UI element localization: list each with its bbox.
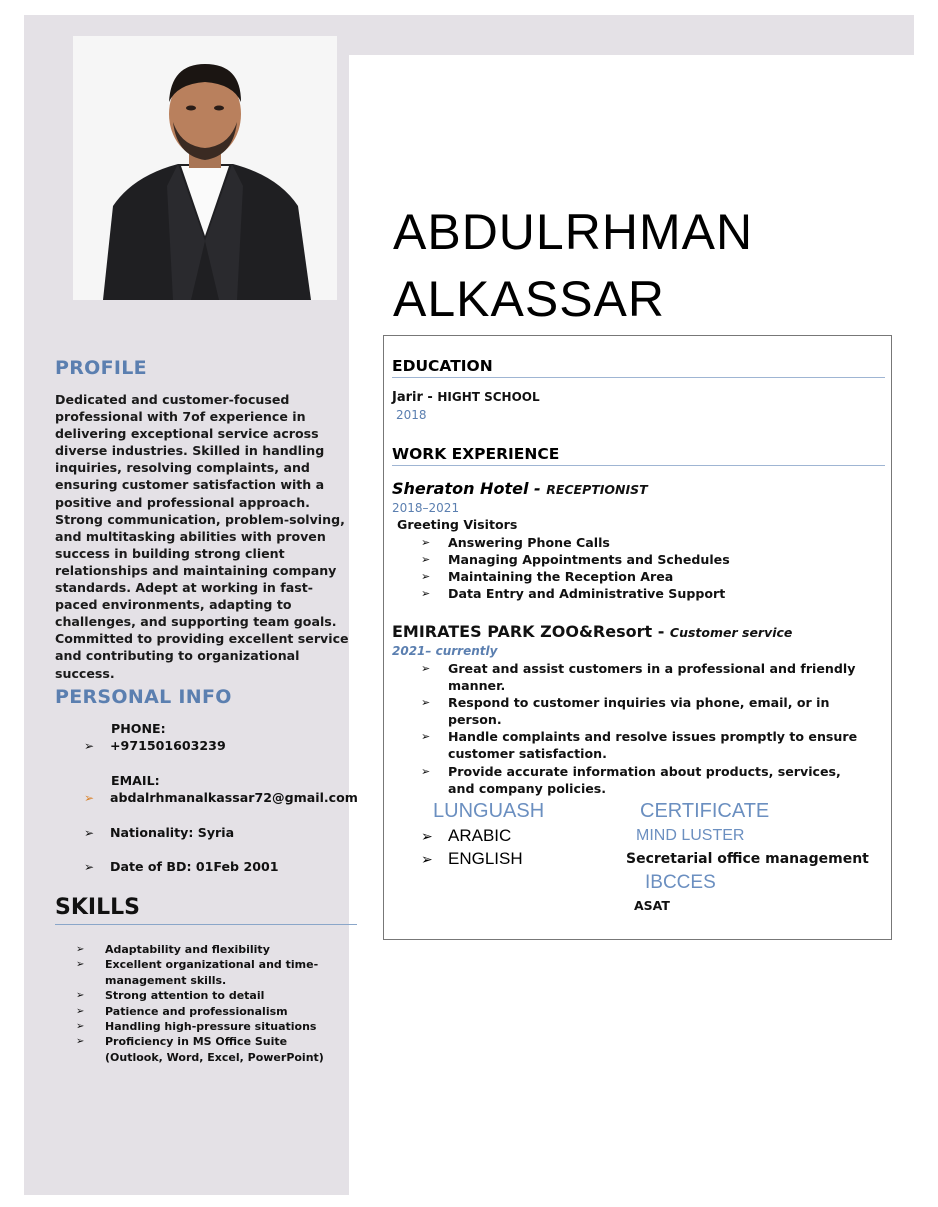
skill-item: ➢ Adaptability and flexibility xyxy=(76,942,348,957)
job2-bullets xyxy=(421,660,869,797)
dob-value: Date of BD: 01Feb 2001 xyxy=(110,859,279,874)
language-item xyxy=(421,826,511,846)
job1-bullet: ➢ Answering Phone Calls xyxy=(421,534,861,551)
education-heading: EDUCATION xyxy=(392,357,885,378)
job2-bullet: ➢ Great and assist customers in a professional and friendly manner. xyxy=(421,660,869,694)
language-english: ENGLISH xyxy=(448,849,523,868)
education-level: HIGHT SCHOOL xyxy=(437,390,540,404)
work-heading: WORK EXPERIENCE xyxy=(392,445,885,466)
dob-row xyxy=(84,859,279,874)
phone-label: PHONE: xyxy=(111,721,166,736)
job1-role: RECEPTIONIST xyxy=(546,482,648,497)
nationality-row xyxy=(84,825,234,840)
certificate-1-name: Secretarial office management xyxy=(626,851,869,867)
education-school: Jarir xyxy=(392,390,423,405)
job2-bullet: ➢ Provide accurate information about products, services, and company policies. xyxy=(421,763,869,797)
arrow-bullet-icon: ➢ xyxy=(421,851,433,867)
education-year: 2018 xyxy=(396,408,427,422)
job2-role: Customer service xyxy=(669,625,793,640)
arrow-bullet-icon: ➢ xyxy=(421,828,433,844)
arrow-bullet-icon: ➢ xyxy=(84,791,95,805)
email-row xyxy=(84,790,358,805)
job1-separator: - xyxy=(528,479,547,498)
certificate-heading: CERTIFICATE xyxy=(640,800,770,822)
education-entry xyxy=(392,390,540,405)
language-arabic: ARABIC xyxy=(448,826,512,845)
skill-item: ➢ Strong attention to detail xyxy=(76,988,348,1003)
job1-title xyxy=(392,479,648,498)
job2-bullet: ➢ Respond to customer inquiries via phone, email, or in person. xyxy=(421,694,869,728)
skill-item: ➢ Proficiency in MS Office Suite (Outlook, Word, Excel, PowerPoint) xyxy=(76,1034,348,1065)
email-label: EMAIL: xyxy=(111,773,160,788)
email-value: abdalrhmanalkassar72@gmail.com xyxy=(110,790,358,805)
job1-company: Sheraton Hotel xyxy=(392,479,529,498)
nationality-value: Nationality: Syria xyxy=(110,825,235,840)
phone-value: +971501603239 xyxy=(110,738,226,753)
profile-text: Dedicated and customer-focused professional with 7of experience in delivering exceptional service across diverse industries. Skilled in handling inquiries, resolving complaints, and ensuring customer satisfaction with a positive and professional approach. Strong communication, problem-solving, and multitasking abilities with proven success in building strong client relationships and maintaining company standards. Adept at working in fast-paced environments, adapting to challenges, and supporting team goals. Committed to providing excellent service and contributing to organizational success. xyxy=(55,392,349,681)
languages-heading: LUNGUASH xyxy=(433,800,545,822)
profile-heading: PROFILE xyxy=(55,357,147,379)
job2-dates: 2021– currently xyxy=(392,644,498,658)
name-first: ABDULRHMAN xyxy=(393,204,754,260)
phone-row xyxy=(84,738,226,753)
job1-bullet: ➢ Maintaining the Reception Area xyxy=(421,568,861,585)
education-separator: - xyxy=(422,390,438,405)
profile-photo xyxy=(73,36,337,300)
certificate-2-name: ASAT xyxy=(634,898,670,913)
arrow-bullet-icon: ➢ xyxy=(84,826,95,840)
personal-info-heading: PERSONAL INFO xyxy=(55,686,232,708)
sidebar-bottom-background xyxy=(24,1100,349,1195)
certificate-1-org: MIND LUSTER xyxy=(636,827,745,844)
skills-divider xyxy=(55,924,357,925)
job1-lead: Greeting Visitors xyxy=(397,517,518,532)
name-last: ALKASSAR xyxy=(393,271,666,327)
skills-heading: SKILLS xyxy=(55,895,140,920)
language-item xyxy=(421,849,523,869)
skill-item: ➢ Handling high-pressure situations xyxy=(76,1019,348,1034)
job1-dates: 2018–2021 xyxy=(392,501,460,515)
job1-bullet: ➢ Data Entry and Administrative Support xyxy=(421,585,861,602)
job1-bullet: ➢ Managing Appointments and Schedules xyxy=(421,551,861,568)
job1-bullets xyxy=(421,534,861,602)
certificate-2-org: IBCCES xyxy=(645,872,716,893)
job2-title xyxy=(392,622,792,641)
skills-list xyxy=(76,942,348,1065)
skill-item: ➢ Excellent organizational and time-management skills. xyxy=(76,957,348,988)
job2-bullet: ➢ Handle complaints and resolve issues promptly to ensure customer satisfaction. xyxy=(421,728,869,762)
skill-item: ➢ Patience and professionalism xyxy=(76,1004,348,1019)
arrow-bullet-icon: ➢ xyxy=(84,860,95,874)
arrow-bullet-icon: ➢ xyxy=(84,739,95,753)
job2-separator: - xyxy=(652,622,670,641)
job2-company: EMIRATES PARK ZOO&Resort xyxy=(392,622,653,641)
